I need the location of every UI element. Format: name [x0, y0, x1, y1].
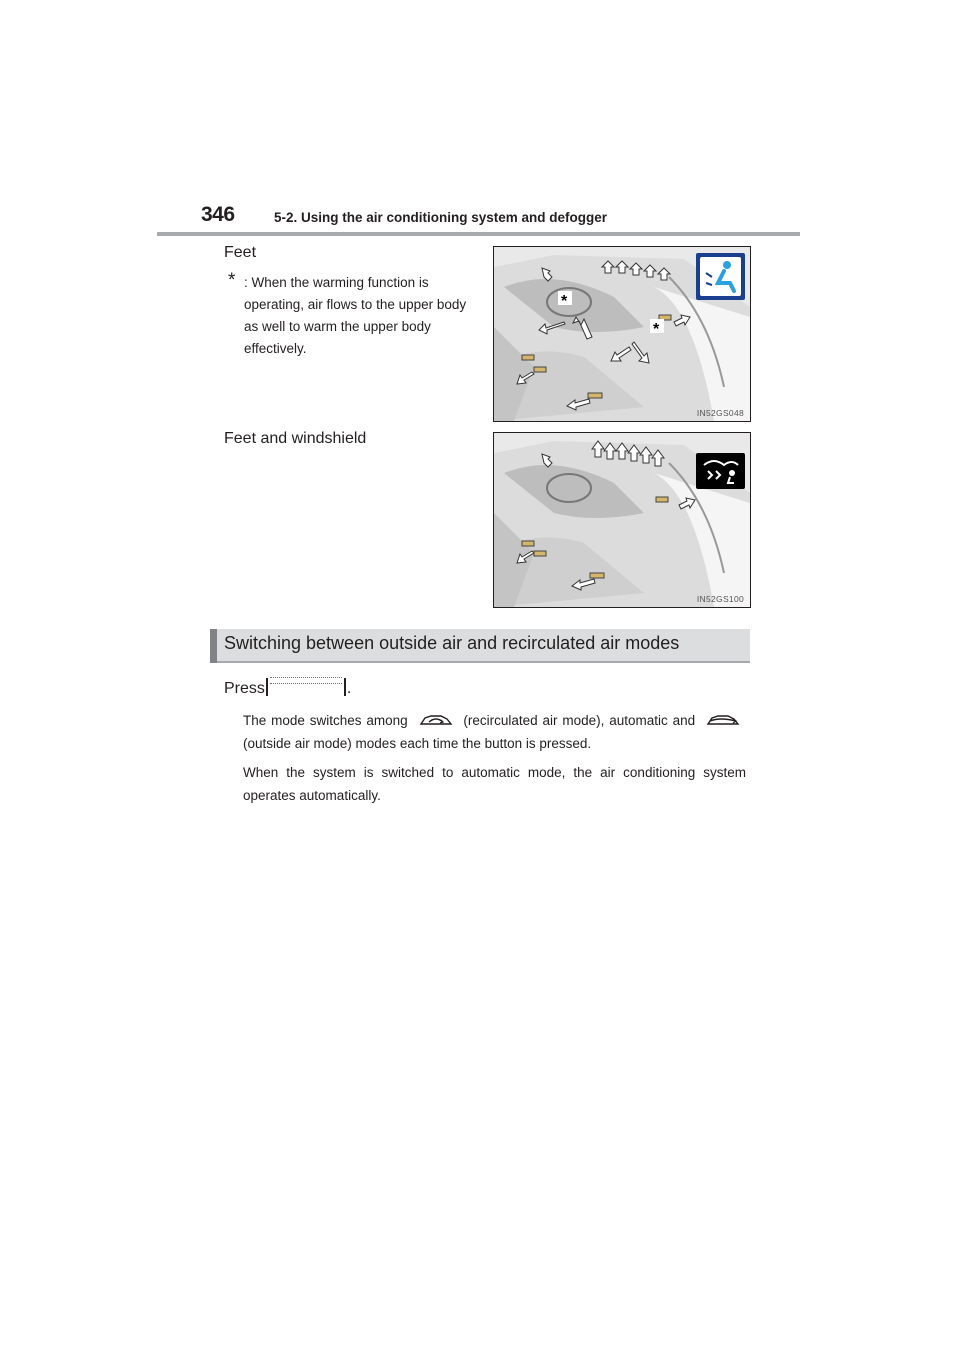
mode-switch-description: [243, 709, 746, 755]
press-suffix: .: [346, 680, 352, 697]
figure-asterisk-marker: *: [653, 321, 660, 338]
feet-windshield-mode-illustration: [493, 432, 751, 608]
feet-mode-illustration: [493, 246, 751, 422]
air-intake-button-graphic: [266, 678, 346, 696]
section-heading: Switching between outside air and recirculated air modes: [224, 633, 680, 653]
automatic-mode-description: When the system is switched to automatic mode, the air conditioning system operates automatically.: [243, 765, 746, 803]
header-divider: [157, 232, 800, 236]
mode-feet-label: Feet: [224, 244, 257, 261]
section-heading-bar: [210, 629, 750, 663]
para1-text-c: (outside air mode) modes each time the button is pressed.: [243, 736, 592, 751]
outside-air-car-icon: [706, 713, 740, 727]
seat-feet-upper-airflow-icon: [696, 253, 745, 300]
figure-code: IN52GS048: [696, 408, 744, 418]
figure-code: IN52GS100: [696, 594, 744, 604]
car-interior-drawing: [494, 247, 750, 421]
section-title: 5-2. Using the air conditioning system and defogger: [274, 210, 608, 225]
footnote-text: : When the warming function is operating, air flows to the upper body as well to warm the upper body effectively.: [244, 275, 467, 356]
para1-text-a: The mode switches among: [243, 713, 408, 728]
recirculated-air-car-icon: [419, 713, 453, 727]
heading-accent: [210, 629, 217, 663]
press-instruction: [224, 678, 351, 698]
footnote: [228, 272, 468, 360]
windshield-feet-airflow-icon: [696, 453, 745, 489]
figure-asterisk-marker: *: [561, 293, 568, 310]
footnote-mark: *: [228, 270, 236, 291]
press-prefix: Press: [224, 680, 265, 697]
mode-feet-windshield-label: Feet and windshield: [224, 430, 367, 447]
para1-text-b: (recirculated air mode), automatic and: [463, 713, 696, 728]
page-number: 346: [201, 203, 235, 226]
car-interior-drawing: [494, 433, 750, 607]
